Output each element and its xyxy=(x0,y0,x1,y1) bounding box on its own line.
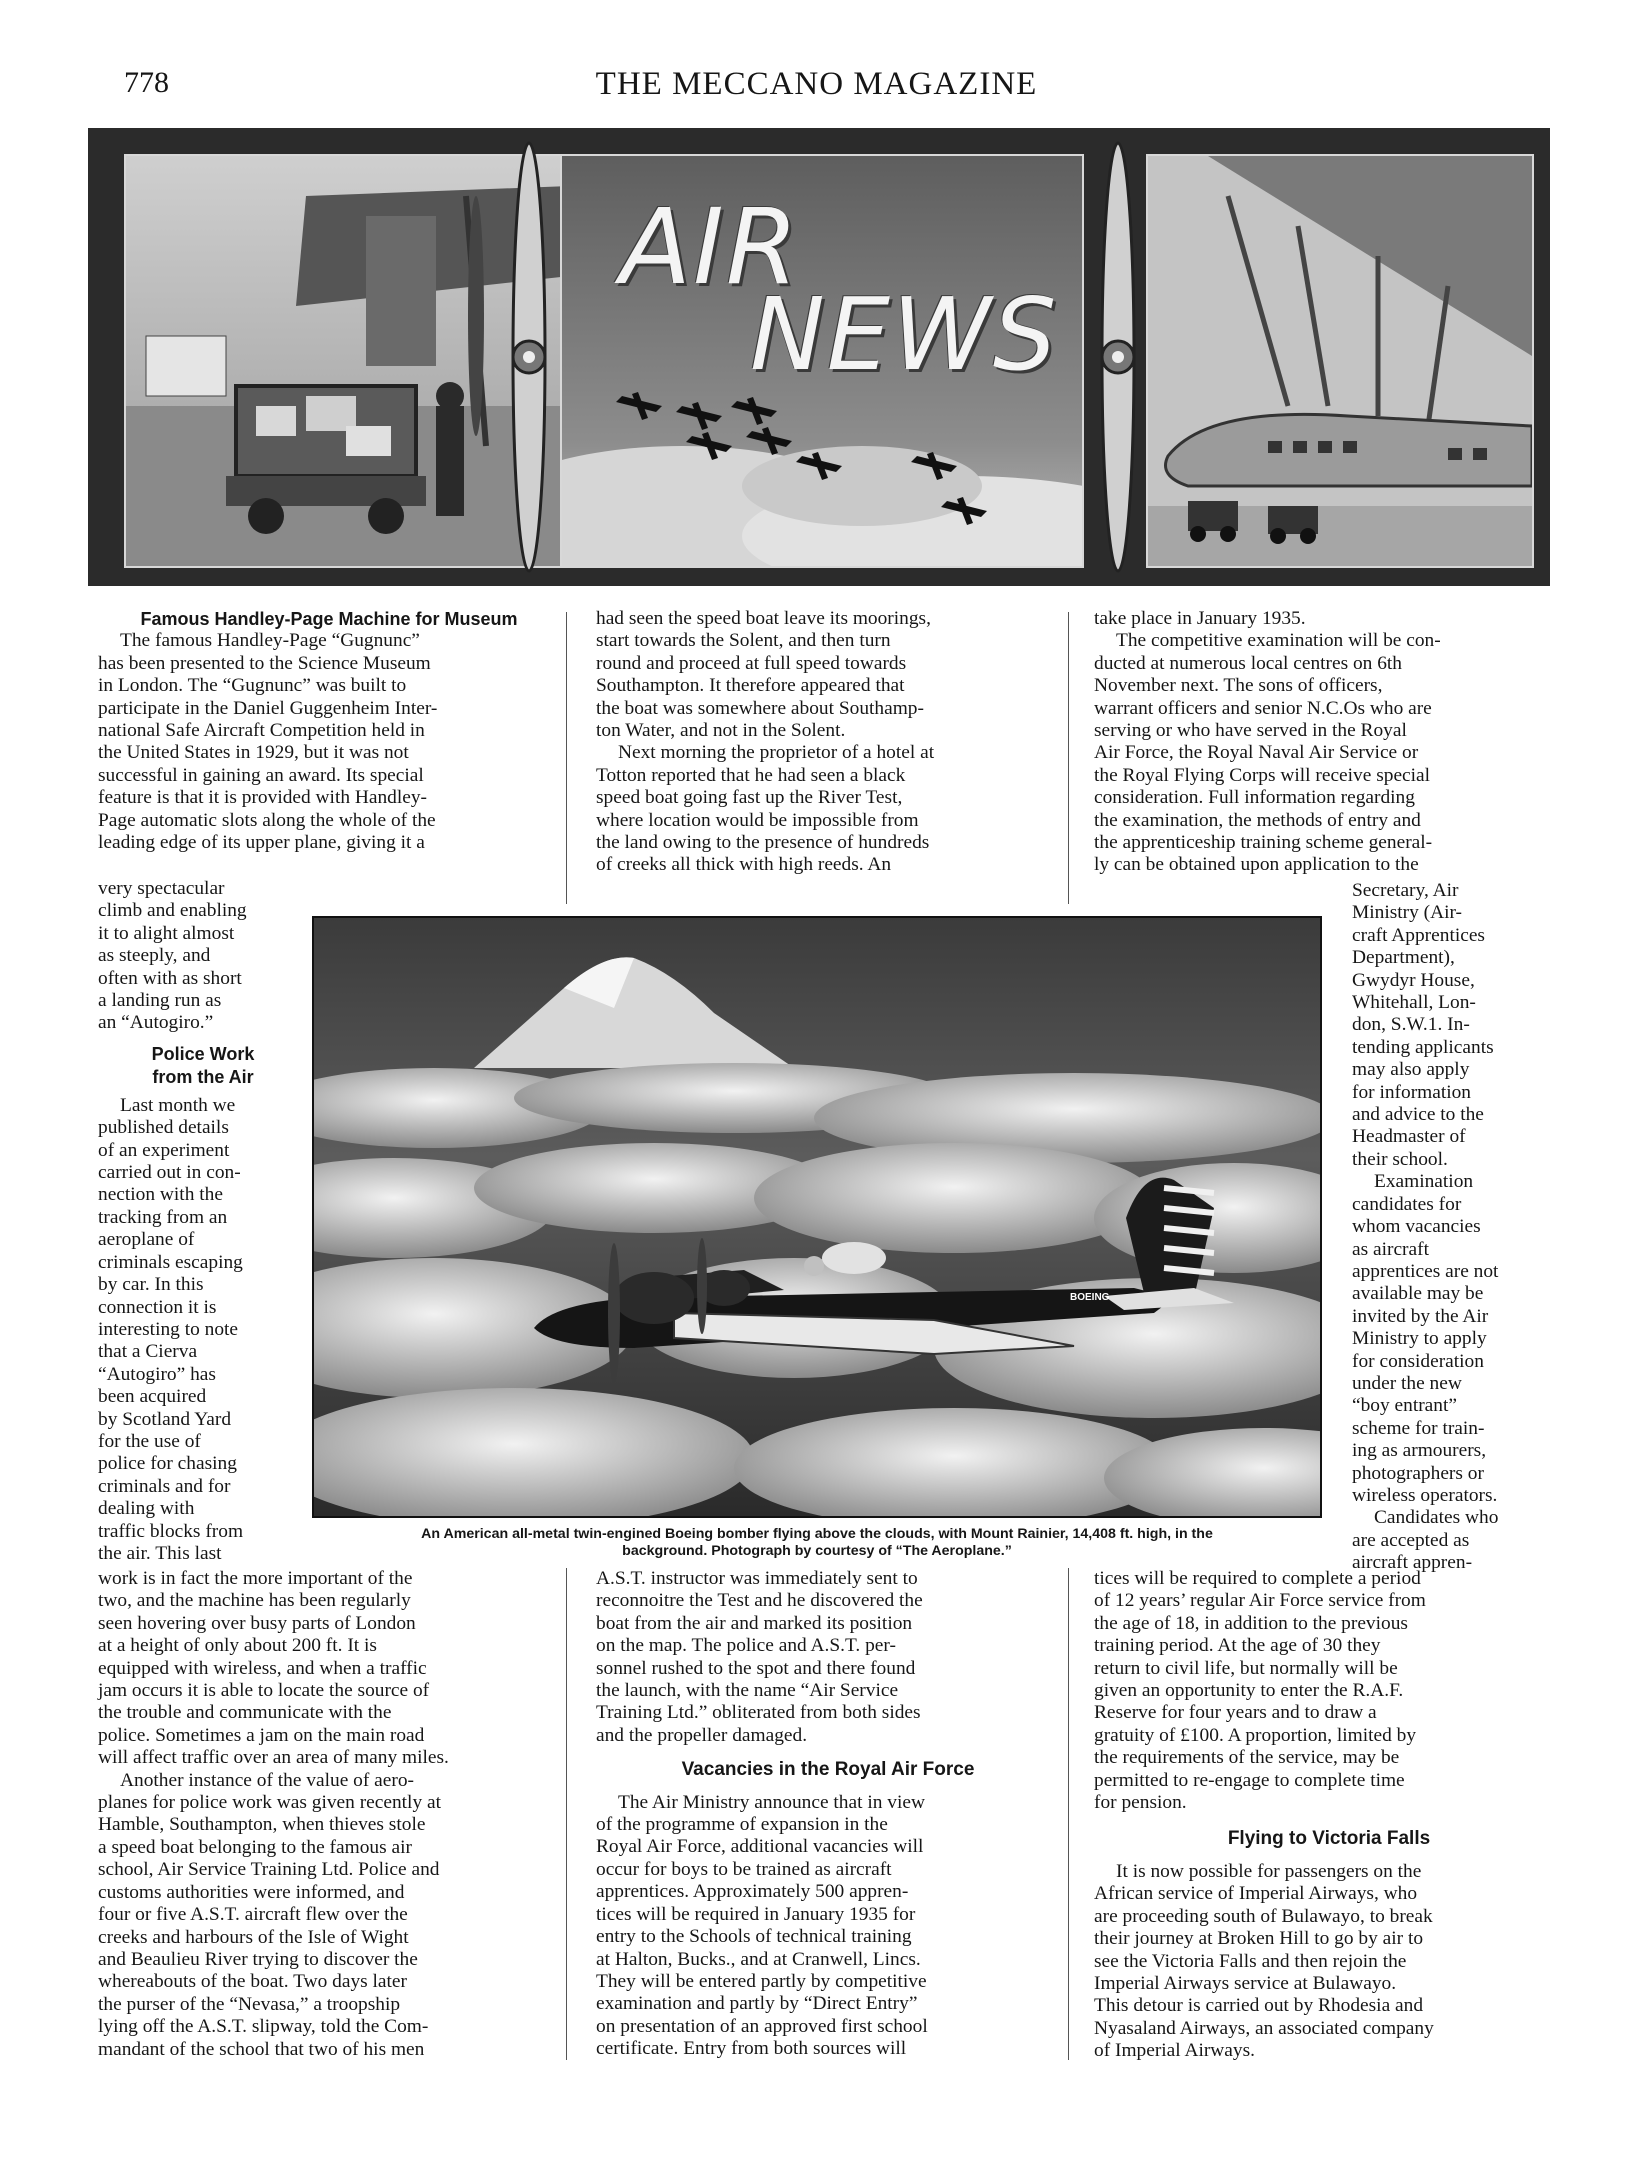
text-line: The Air Ministry announce that in view xyxy=(618,1791,925,1813)
text-line: Page automatic slots along the whole of the xyxy=(98,809,436,831)
text-line: customs authorities were informed, and xyxy=(98,1881,405,1903)
text-line: nection with the xyxy=(98,1184,223,1206)
heading-handley-page: Famous Handley-Page Machine for Museum xyxy=(140,609,518,629)
text-line: Secretary, Air xyxy=(1352,880,1459,901)
text-line: for consideration xyxy=(1352,1350,1484,1372)
text-line: available may be xyxy=(1352,1283,1484,1305)
text-line: Headmaster of xyxy=(1352,1126,1466,1148)
text-line: take place in January 1935. xyxy=(1094,608,1306,629)
column-1-top xyxy=(98,608,538,854)
text-line: serving or who have served in the Royal xyxy=(1094,720,1407,742)
text-line: ly can be obtained upon application to the xyxy=(1094,854,1419,876)
text-line: permitted to re-engage to complete time xyxy=(1094,1769,1405,1791)
text-line: Gwydyr House, xyxy=(1352,969,1475,991)
article-handley-page xyxy=(98,630,538,854)
text-line: at Halton, Bucks., and at Cranwell, Lincs. xyxy=(596,1948,921,1970)
heading-vacancies-raf: Vacancies in the Royal Air Force xyxy=(681,1759,975,1781)
column-1-bottom xyxy=(98,1568,538,2061)
text-line: leading edge of its upper plane, giving it a xyxy=(98,832,425,854)
text-line: been acquired xyxy=(98,1386,207,1408)
column-3-top xyxy=(1094,608,1542,877)
text-line: return to civil life, but normally will be xyxy=(1094,1657,1398,1679)
text-line: by car. In this xyxy=(98,1274,204,1296)
text-line: tracking from an xyxy=(98,1206,228,1228)
text-line: four or five A.S.T. aircraft flew over the xyxy=(98,1904,408,1926)
text-line: “boy entrant” xyxy=(1352,1395,1457,1417)
column-rule xyxy=(1068,612,1069,904)
text-line: It is now possible for passengers on the xyxy=(1116,1860,1422,1882)
text-line: two, and the machine has been regularly xyxy=(98,1590,411,1612)
text-line: as steeply, and xyxy=(98,945,211,967)
text-line: of Imperial Airways. xyxy=(1094,2040,1256,2062)
text-line: the land owing to the presence of hundreds xyxy=(596,832,930,854)
text-line: consideration. Full information regarding xyxy=(1094,787,1415,809)
text-line: lying off the A.S.T. slipway, told the Com- xyxy=(98,2016,429,2038)
text-line: warrant officers and senior N.C.Os who are xyxy=(1094,697,1432,719)
text-line: They will be entered partly by competitive xyxy=(596,1970,927,1992)
text-line: a speed boat belonging to the famous air xyxy=(98,1836,412,1858)
text-line: are accepted as xyxy=(1352,1529,1470,1551)
text-line: ducted at numerous local centres on 6th xyxy=(1094,652,1402,674)
text-line: the age of 18, in addition to the previous xyxy=(1094,1612,1408,1634)
text-line: by Scotland Yard xyxy=(98,1408,232,1430)
text-line: Candidates who xyxy=(1374,1507,1499,1529)
column-3-narrow xyxy=(1352,880,1542,1575)
text-line: wireless operators. xyxy=(1352,1484,1498,1506)
propeller-left-icon xyxy=(499,138,559,576)
text-line: tices will be required in January 1935 for xyxy=(596,1903,916,1925)
text-line: Department), xyxy=(1352,947,1455,969)
text-line: boat from the air and marked its position xyxy=(596,1612,913,1634)
text-line: it to alight almost xyxy=(98,922,235,944)
text-line: police for chasing xyxy=(98,1453,237,1475)
text-line: A.S.T. instructor was immediately sent to xyxy=(596,1568,918,1589)
column-rule xyxy=(1068,1568,1069,2060)
text-line: the apprenticeship training scheme general- xyxy=(1094,832,1433,854)
boeing-bomber-photo xyxy=(312,916,1322,1518)
text-line: has been presented to the Science Museum xyxy=(98,652,431,674)
text-line: successful in gaining an award. Its special xyxy=(98,764,424,786)
text-line: often with as short xyxy=(98,967,242,989)
column-rule xyxy=(566,1568,567,2060)
text-line: as aircraft xyxy=(1352,1238,1429,1260)
text-line: Another instance of the value of aero- xyxy=(120,1769,414,1791)
text-line: creeks and harbours of the Isle of Wight xyxy=(98,1926,409,1948)
text-line: where location would be impossible from xyxy=(596,809,919,831)
text-line: in London. The “Gugnunc” was built to xyxy=(98,675,407,697)
text-line: the trouble and communicate with the xyxy=(98,1702,392,1724)
text-line: Nyasaland Airways, an associated company xyxy=(1094,2017,1434,2039)
text-line: for the use of xyxy=(98,1430,201,1452)
text-line: Next morning the proprietor of a hotel at xyxy=(618,742,935,764)
text-line: The famous Handley-Page “Gugnunc” xyxy=(120,630,420,652)
photo-caption-line2: background. Photograph by courtesy of “The Aeroplane.” xyxy=(622,1543,1012,1559)
column-rule xyxy=(566,612,567,904)
text-line: the purser of the “Nevasa,” a troopship xyxy=(98,1993,401,2015)
text-line: published details xyxy=(98,1117,229,1139)
text-line: work is in fact the more important of the xyxy=(98,1568,413,1589)
text-line: mandant of the school that two of his men xyxy=(98,2038,425,2060)
text-line: their school. xyxy=(1352,1148,1448,1170)
text-line: on the map. The police and A.S.T. per- xyxy=(596,1635,896,1657)
text-line: police. Sometimes a jam on the main road xyxy=(98,1724,425,1746)
text-line: whereabouts of the boat. Two days later xyxy=(98,1971,407,1993)
text-line: examination and partly by “Direct Entry” xyxy=(596,1993,918,2015)
text-line: Air Force, the Royal Naval Air Service or xyxy=(1094,742,1419,764)
text-line: African service of Imperial Airways, who xyxy=(1094,1883,1418,1905)
text-line: jam occurs it is able to locate the source of xyxy=(98,1680,430,1702)
column-2-top xyxy=(596,608,1038,877)
text-line: seen hovering over busy parts of London xyxy=(98,1612,416,1634)
text-line: reconnoitre the Test and he discovered the xyxy=(596,1590,923,1612)
text-line: photographers or xyxy=(1352,1462,1484,1484)
text-line: start towards the Solent, and then turn xyxy=(596,630,891,652)
title-air: AIR xyxy=(620,186,801,308)
text-line: aircraft appren- xyxy=(1352,1552,1473,1574)
column-3-bottom xyxy=(1094,1568,1542,2063)
column-2-bottom xyxy=(596,1568,1038,2061)
text-line: and the propeller damaged. xyxy=(596,1724,808,1746)
text-line: ton Water, and not in the Solent. xyxy=(596,720,846,742)
magazine-title: THE MECCANO MAGAZINE xyxy=(595,66,1038,102)
text-line: are proceeding south of Bulawayo, to break xyxy=(1094,1905,1433,1927)
text-line: school, Air Service Training Ltd. Police and xyxy=(98,1859,440,1881)
text-line: national Safe Aircraft Competition held in xyxy=(98,720,425,742)
text-line: at a height of only about 200 ft. It is xyxy=(98,1635,377,1657)
text-line: dealing with xyxy=(98,1498,195,1520)
text-line: Totton reported that he had seen a black xyxy=(596,764,906,786)
text-line: the boat was somewhere about Southamp- xyxy=(596,697,924,719)
text-line: Ministry (Air- xyxy=(1352,902,1463,924)
column-1-narrow xyxy=(98,878,286,1565)
text-line: interesting to note xyxy=(98,1318,239,1340)
text-line: equipped with wireless, and when a traffic xyxy=(98,1657,427,1679)
text-line: participate in the Daniel Guggenheim Inter- xyxy=(98,697,438,719)
text-line: very spectacular xyxy=(98,878,225,899)
text-line: Training Ltd.” obliterated from both sides xyxy=(596,1702,921,1724)
photo-caption-line1: An American all-metal twin-engined Boeing bomber flying above the clouds, with Mount Rainier, 14,408 ft. high, in the xyxy=(421,1526,1213,1542)
text-line: the examination, the methods of entry and xyxy=(1094,809,1421,831)
text-line: Hamble, Southampton, when thieves stole xyxy=(98,1814,426,1836)
text-line: climb and enabling xyxy=(98,900,247,922)
text-line: “Autogiro” has xyxy=(98,1363,216,1385)
text-line: the requirements of the service, may be xyxy=(1094,1747,1400,1769)
page-number: 778 xyxy=(124,66,169,99)
text-line: for information xyxy=(1352,1081,1472,1103)
text-line: Imperial Airways service at Bulawayo. xyxy=(1094,1972,1397,1994)
text-line: the United States in 1929, but it was not xyxy=(98,742,409,764)
text-line: their journey at Broken Hill to go by air to xyxy=(1094,1928,1424,1950)
text-line: of an experiment xyxy=(98,1139,230,1161)
propeller-right-icon xyxy=(1088,138,1148,576)
text-line: the air. This last xyxy=(98,1542,222,1564)
text-line: under the new xyxy=(1352,1372,1462,1394)
title-news: NEWS xyxy=(750,276,1059,393)
text-line: see the Victoria Falls and then rejoin the xyxy=(1094,1950,1407,1972)
text-line: tices will be required to complete a period xyxy=(1094,1568,1421,1589)
text-line: and advice to the xyxy=(1352,1104,1484,1126)
text-line: will affect traffic over an area of many miles. xyxy=(98,1747,449,1769)
text-line: occur for boys to be trained as aircraft xyxy=(596,1858,892,1880)
text-line: of the programme of expansion in the xyxy=(596,1814,888,1836)
text-line: November next. The sons of officers, xyxy=(1094,675,1383,697)
text-line: connection it is xyxy=(98,1296,217,1318)
text-line: ing as armourers, xyxy=(1352,1440,1487,1462)
text-line: scheme for train- xyxy=(1352,1417,1485,1439)
text-line: Southampton. It therefore appeared that xyxy=(596,675,905,697)
text-line: apprentices. Approximately 500 appren- xyxy=(596,1881,909,1903)
text-line: planes for police work was given recently at xyxy=(98,1792,441,1814)
heading-victoria-falls: Flying to Victoria Falls xyxy=(1227,1828,1431,1850)
heading-police-work: Police Work xyxy=(151,1043,255,1064)
text-line: Whitehall, Lon- xyxy=(1352,992,1476,1014)
text-line: carried out in con- xyxy=(98,1162,241,1184)
text-line: Examination xyxy=(1374,1171,1474,1193)
text-line: apprentices are not xyxy=(1352,1260,1499,1282)
text-line: tending applicants xyxy=(1352,1036,1494,1058)
text-line: for pension. xyxy=(1094,1792,1187,1814)
text-line: Last month we xyxy=(120,1094,236,1116)
text-line: candidates for xyxy=(1352,1193,1462,1215)
text-line: don, S.W.1. In- xyxy=(1352,1014,1470,1036)
text-line: invited by the Air xyxy=(1352,1305,1489,1327)
text-line: feature is that it is provided with Handley- xyxy=(98,787,428,809)
air-news-title-panel xyxy=(560,154,1084,568)
text-line: gratuity of £100. A proportion, limited by xyxy=(1094,1724,1417,1746)
text-line: criminals and for xyxy=(98,1475,231,1497)
text-line: of 12 years’ regular Air Force service from xyxy=(1094,1590,1426,1612)
text-line: round and proceed at full speed towards xyxy=(596,652,907,674)
text-line: that a Cierva xyxy=(98,1341,198,1363)
text-line: whom vacancies xyxy=(1352,1216,1481,1238)
text-line: traffic blocks from xyxy=(98,1520,244,1542)
text-line: criminals escaping xyxy=(98,1251,243,1273)
text-line: This detour is carried out by Rhodesia and xyxy=(1094,1995,1424,2017)
text-line: speed boat going fast up the River Test, xyxy=(596,787,903,809)
text-line: Royal Air Force, additional vacancies will xyxy=(596,1836,924,1858)
heading-police-work-line2: from the Air xyxy=(152,1066,254,1087)
text-line: may also apply xyxy=(1352,1059,1470,1081)
text-line: a landing run as xyxy=(98,990,222,1012)
text-line: the Royal Flying Corps will receive special xyxy=(1094,764,1431,786)
text-line: entry to the Schools of technical training xyxy=(596,1926,912,1948)
text-line: training period. At the age of 30 they xyxy=(1094,1635,1381,1657)
flying-boat-photo xyxy=(1146,154,1534,568)
fuselage-marking: BOEING xyxy=(1070,1292,1110,1303)
text-line: aeroplane of xyxy=(98,1229,195,1251)
text-line: given an opportunity to enter the R.A.F. xyxy=(1094,1680,1404,1702)
text-line: and Beaulieu River trying to discover the xyxy=(98,1948,418,1970)
text-line: certificate. Entry from both sources will xyxy=(596,2038,907,2060)
text-line: craft Apprentices xyxy=(1352,924,1485,946)
text-line: of creeks all thick with high reeds. An xyxy=(596,854,892,876)
air-news-banner xyxy=(88,128,1550,586)
text-line: the launch, with the name “Air Service xyxy=(596,1680,899,1702)
text-line: sonnel rushed to the spot and there found xyxy=(596,1657,916,1679)
text-line: Ministry to apply xyxy=(1352,1328,1487,1350)
photo-caption xyxy=(308,1526,1326,1560)
text-line: Reserve for four years and to draw a xyxy=(1094,1702,1377,1724)
text-line: The competitive examination will be con- xyxy=(1116,630,1441,652)
text-line: on presentation of an approved first school xyxy=(596,2015,928,2037)
text-line: an “Autogiro.” xyxy=(98,1012,214,1034)
text-line: had seen the speed boat leave its moorings, xyxy=(596,608,931,629)
